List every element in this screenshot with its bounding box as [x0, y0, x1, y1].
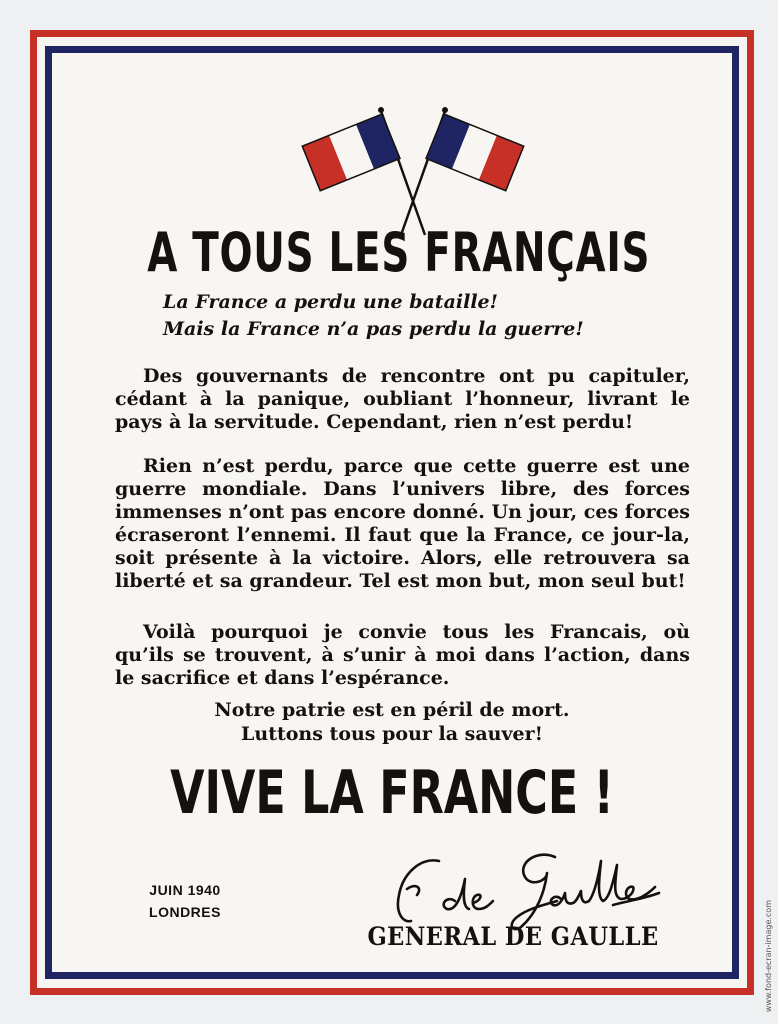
- signatory-name: GENERAL DE GAULLE: [367, 922, 659, 951]
- closing-line-1: Notre patrie est en péril de mort.: [214, 699, 570, 721]
- place: LONDRES: [149, 904, 221, 920]
- paragraph-3-text: Voilà pourquoi je convie tous les Francais, où qu’ils se trouvent, à s’unir à moi dans l’action, dans le sacrifice et dans l’espérance.: [115, 621, 690, 689]
- subtitle-line-2: Mais la France n’a pas perdu la guerre!: [163, 318, 584, 340]
- closing-line-2: Luttons tous pour la sauver!: [241, 723, 543, 745]
- handwritten-signature: [377, 843, 677, 933]
- watermark: www.fond-ecran-image.com: [764, 900, 773, 1013]
- poster: [30, 30, 754, 995]
- headline: A TOUS LES FRANÇAIS: [147, 221, 651, 284]
- slogan: VIVE LA FRANCE !: [170, 758, 614, 828]
- paragraph-1: [115, 365, 690, 434]
- blue-frame: [45, 46, 739, 979]
- paragraph-3: [115, 621, 690, 690]
- paragraph-1-text: Des gouvernants de rencontre ont pu capituler, cédant à la panique, oubliant l’honneur, livrant le pays à la servitude. Cependant, rien n’est perdu!: [115, 365, 690, 433]
- paragraph-2: [115, 455, 690, 593]
- paragraph-2-text: Rien n’est perdu, parce que cette guerre est une guerre mondiale. Dans l’univers libre, des forces immenses n’ont pas encore donné. Un jour, ces forces écraseront l’ennemi. Il faut que la France, ce jour-la, soit présente à la victoire. Alors, elle retrouvera sa liberté et sa grandeur. Tel est mon but, mon seul but!: [115, 455, 690, 592]
- poster-content: [52, 53, 732, 972]
- subtitle-line-1: La France a perdu une bataille!: [163, 291, 498, 313]
- date: JUIN 1940: [149, 882, 221, 898]
